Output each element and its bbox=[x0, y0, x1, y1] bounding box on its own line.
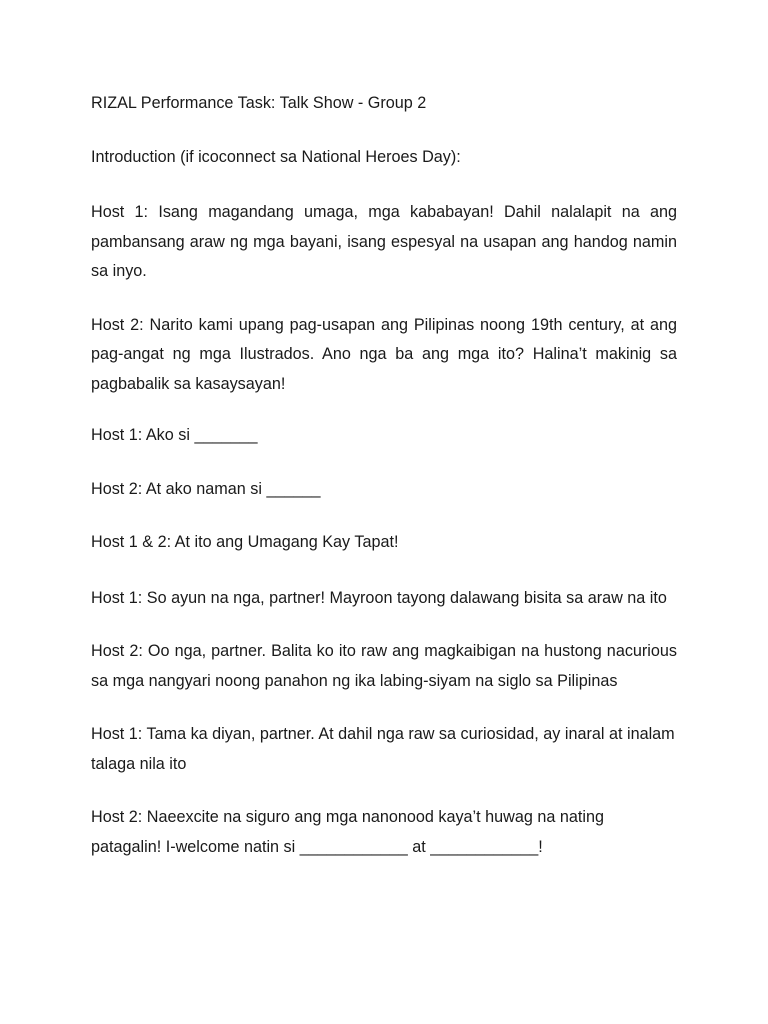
document-body bbox=[91, 91, 677, 886]
script-paragraph-host2-topic: Host 2: Narito kami upang pag-usapan ang Pilipinas noong 19th century, at ang pag-angat ng mga Ilustrados. Ano nga ba ang mga ito? Halina’t makinig sa pagbabalik sa kasaysayan! bbox=[91, 315, 677, 393]
script-paragraph-host1-name: Host 1: Ako si _______ bbox=[91, 426, 258, 444]
script-paragraph-host1-greeting: Host 1: Isang magandang umaga, mga kababayan! Dahil nalalapit na ang pambansang araw ng mga bayani, isang espesyal na usapan ang handog namin sa inyo. bbox=[91, 203, 677, 280]
script-paragraph-host2-curious: Host 2: Oo nga, partner. Balita ko ito raw ang magkaibigan na hustong nacurious sa mga nangyari noong panahon ng ika labing-siyam na siglo sa Pilipinas bbox=[91, 642, 677, 690]
script-paragraph-host2-name: Host 2: At ako naman si ______ bbox=[91, 479, 321, 498]
script-paragraph-host1-guests: Host 1: So ayun na nga, partner! Mayroon tayong dalawang bisita sa araw na ito bbox=[91, 588, 667, 607]
script-paragraph-host2-welcome: Host 2: Naeexcite na siguro ang mga nanonood kaya’t huwag na nating patagalin! I-welcome natin si ____________ at ____________! bbox=[91, 808, 604, 856]
document-title: RIZAL Performance Task: Talk Show - Group 2 bbox=[91, 94, 427, 112]
script-paragraph-host1-curiosity: Host 1: Tama ka diyan, partner. At dahil nga raw sa curiosidad, ay inaral at inalam talaga nila ito bbox=[91, 725, 675, 773]
script-paragraph-show-title: Host 1 & 2: At ito ang Umagang Kay Tapat! bbox=[91, 533, 399, 551]
intro-heading: Introduction (if icoconnect sa National Heroes Day): bbox=[91, 147, 461, 166]
